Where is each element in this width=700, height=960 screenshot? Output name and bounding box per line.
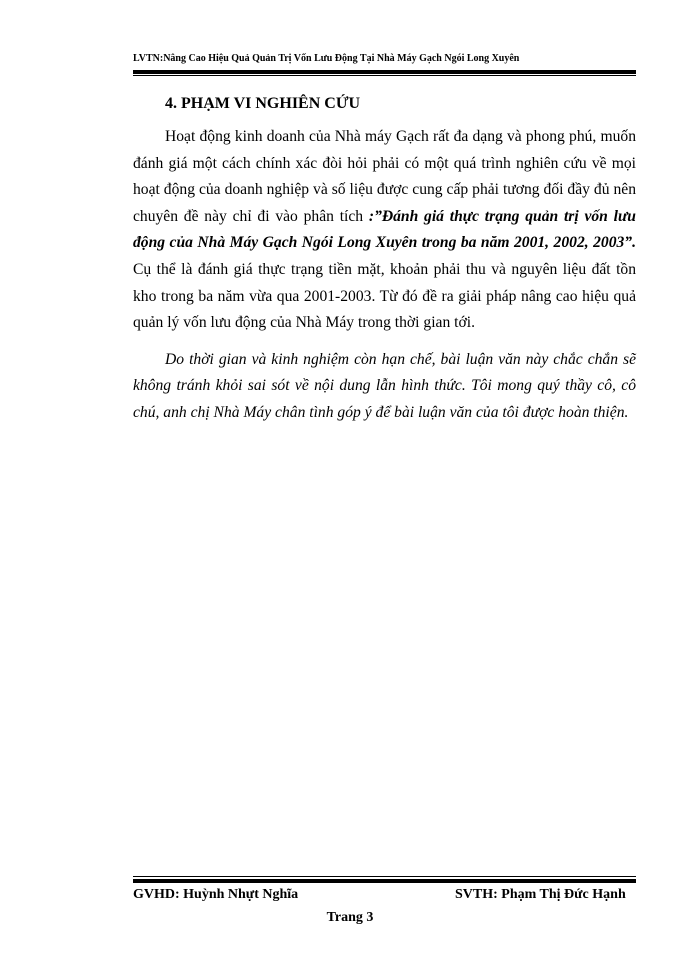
- paragraph-scope-intro: Hoạt động kinh doanh của Nhà máy Gạch rất đa dạng và phong phú, muốn đánh giá một cách chính xác đòi hỏi phải có một quá trình nghiên cứu về mọi hoạt động của doanh nghiệp và số liệu được cung cấp phải tương đối đầy đủ nên chuyên đề này chỉ đi vào phân tích: [133, 128, 636, 225]
- section-heading: 4. PHẠM VI NGHIÊN CỨU: [165, 95, 361, 112]
- footer-rule-thin: [133, 876, 636, 877]
- footer-advisor: GVHD: Huỳnh Nhựt Nghĩa: [133, 887, 299, 902]
- footer-rule-thick: [133, 879, 636, 883]
- footer-student: SVTH: Phạm Thị Đức Hạnh: [455, 887, 626, 902]
- header-rule-thin: [133, 75, 636, 76]
- paragraph-scope: [133, 124, 636, 337]
- header-rule-thick: [133, 70, 636, 74]
- section-body: [133, 124, 636, 427]
- paragraph-scope-rest: Cụ thể là đánh giá thực trạng tiền mặt, khoản phải thu và nguyên liệu đất tồn kho trong ba năm vừa qua 2001-2003. Từ đó đề ra giải pháp nâng cao hiệu quả quản lý vốn lưu động của Nhà Máy trong thời gian tới.: [133, 260, 636, 332]
- paragraph-acknowledgement: Do thời gian và kinh nghiệm còn hạn chế, bài luận văn này chắc chắn sẽ không tránh khỏi sai sót về nội dung lẫn hình thức. Tôi mong quý thầy cô, cô chú, anh chị Nhà Máy chân tình góp ý để bài luận văn của tôi được hoàn thiện.: [133, 350, 636, 421]
- page-number: Trang 3: [326, 910, 374, 925]
- running-header: LVTN:Nâng Cao Hiệu Quả Quản Trị Vốn Lưu Động Tại Nhà Máy Gạch Ngói Long Xuyên: [133, 53, 520, 64]
- paragraph-scope-emphasis: :”Đánh giá thực trạng quản trị vốn lưu động của Nhà Máy Gạch Ngói Long Xuyên trong ba năm 2001, 2002, 2003”.: [133, 207, 636, 252]
